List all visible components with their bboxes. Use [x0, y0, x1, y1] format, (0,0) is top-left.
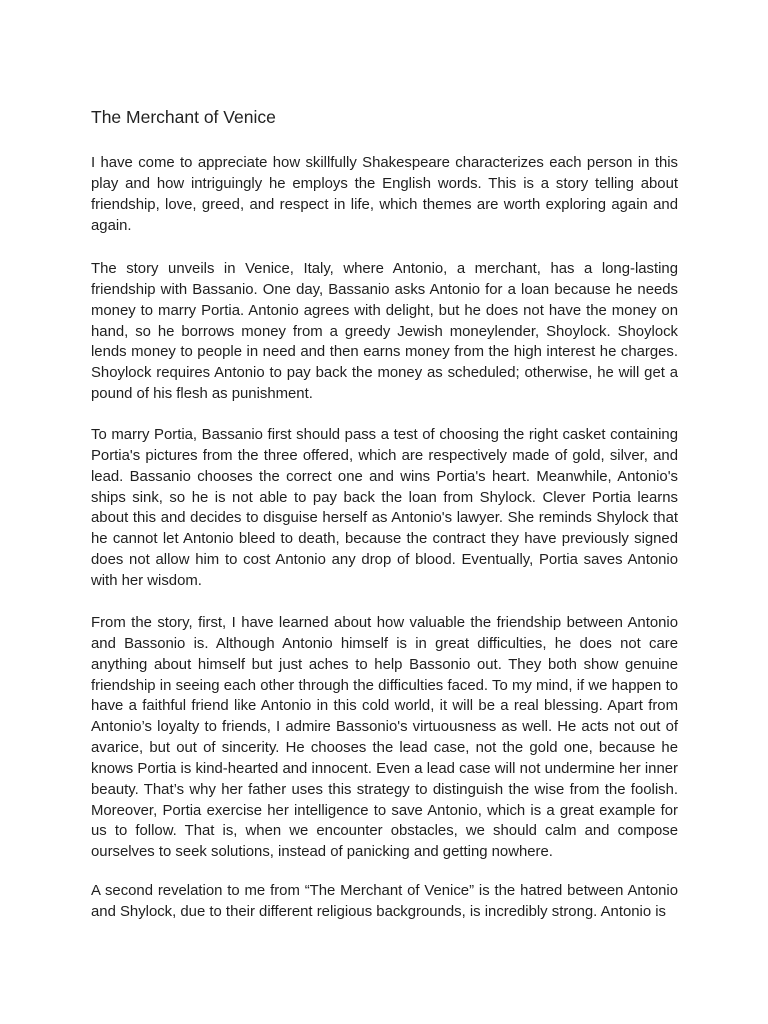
paragraph-introduction: I have come to appreciate how skillfully Shakespeare characterizes each person in this play and how intriguingly he employs the English words. This is a story telling about friendship, love, greed, and respect in life, which themes are worth exploring again and again.: [91, 155, 678, 234]
paragraph-friendship-lesson: From the story, first, I have learned about how valuable the friendship between Antonio and Bassonio is. Although Antonio himself is in great difficulties, he does not care anything about himself but just aches to help Bassonio out. They both show genuine friendship in seeing each other through the difficulties faced. To my mind, if we happen to have a faithful friend like Antonio in this cold world, it will be a real blessing. Apart from Antonio’s loyalty to friends, I admire Bassonio's virtuousness as well. He acts not out of avarice, but out of sincerity. He chooses the lead case, not the gold one, because he knows Portia is kind-hearted and innocent. Even a lead case will not undermine her inner beauty. That’s why her father uses this strategy to distinguish the wise from the foolish. Moreover, Portia exercise her intelligence to save Antonio, which is a great example for us to follow. That is, when we encounter obstacles, we should calm and compose ourselves to seek solutions, instead of panicking and getting nowhere.: [91, 615, 678, 861]
document-title: The Merchant of Venice: [91, 107, 276, 127]
paragraph-story-setup: The story unveils in Venice, Italy, where Antonio, a merchant, has a long-lasting friendship with Bassanio. One day, Bassanio asks Antonio for a loan because he needs money to marry Portia. Antonio agrees with delight, but he does not have the money on hand, so he borrows money from a greedy Jewish moneylender, Shoylock. Shoylock lends money to people in need and then earns money from the high interest he charges. Shoylock requires Antonio to pay back the money as scheduled; otherwise, he will get a pound of his flesh as punishment.: [91, 261, 678, 403]
paragraph-second-revelation: A second revelation to me from “The Merchant of Venice” is the hatred between Antonio and Shylock, due to their different religious backgrounds, is incredibly strong. Antonio is: [91, 883, 678, 920]
paragraph-casket-test: To marry Portia, Bassanio first should pass a test of choosing the right casket containing Portia's pictures from the three offered, which are respectively made of gold, silver, and lead. Bassanio chooses the correct one and wins Portia's heart. Meanwhile, Antonio's ships sink, so he is not able to pay back the loan from Shylock. Clever Portia learns about this and decides to disguise herself as Antonio's lawyer. She reminds Shylock that he cannot let Antonio bleed to death, because the contract they have previously signed does not allow him to cost Antonio any drop of blood. Eventually, Portia saves Antonio with her wisdom.: [91, 427, 678, 589]
